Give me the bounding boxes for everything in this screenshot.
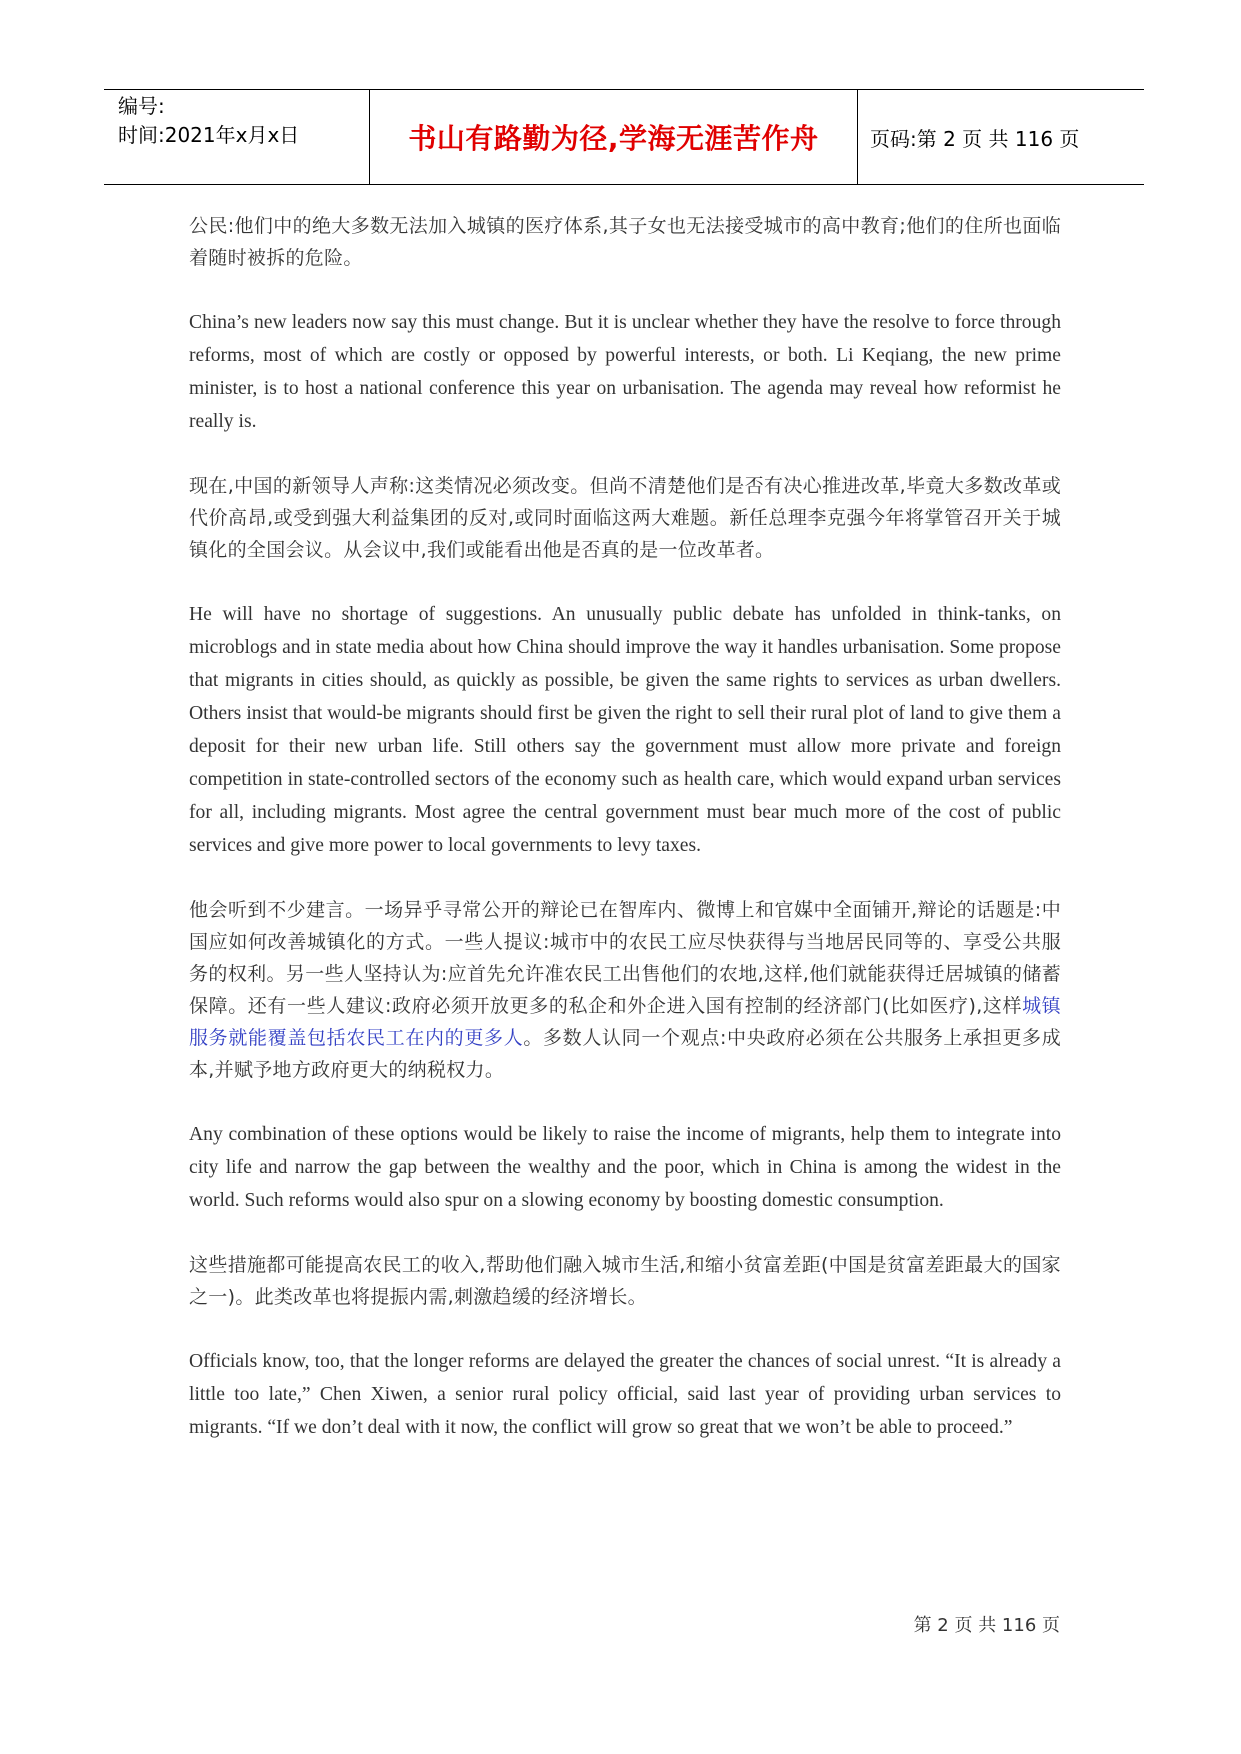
paragraph-en-3: Any combination of these options would be likely to raise the income of migrants, help them to integrate into city life and narrow the gap between the wealthy and the poor, which in China is among the widest in the world. Such reforms would also spur on a slowing economy by boosting domestic consumption. (189, 1124, 1061, 1211)
paragraph-zh-3-end: 。多数人认同一个观点:中央政府必须在公共服务上承担更多成本,并赋予地方政府更大的纳税权力。 (189, 1027, 1061, 1081)
hyperlink-text[interactable]: 城镇服务就能覆盖包括农民工在内的更多人 (189, 995, 1061, 1049)
header-page-cell (858, 90, 1144, 184)
time-label: 时间:2021年x月x日 (118, 123, 300, 147)
header-info-cell (104, 90, 370, 184)
footer-page-number: 第 2 页 共 116 页 (913, 1615, 1060, 1636)
doc-number-label: 编号: (118, 94, 165, 118)
paragraph-zh-2: 现在,中国的新领导人声称:这类情况必须改变。但尚不清楚他们是否有决心推进改革,毕竟大多数改革或代价高昂,或受到强大利益集团的反对,或同时面临这两大难题。新任总理李克强今年将掌管召开关于城镇化的全国会议。从会议中,我们或能看出他是否真的是一位改革者。 (189, 475, 1061, 561)
paragraph-en-2: He will have no shortage of suggestions. An unusually public debate has unfolded in think-tanks, on microblogs and in state media about how China should improve the way it handles urbanisation. Some propose that migrants in cities should, as quickly as possible, be given the same rights to services as urban dwellers. Others insist that would-be migrants should first be given the right to sell their rural plot of land to give them a deposit for their new urban life. Still others say the government must allow more private and foreign competition in state-controlled sectors of the economy such as health care, which would expand urban services for all, including migrants. Most agree the central government must bear much more of the cost of public services and give more power to local governments to levy taxes. (189, 604, 1061, 856)
header-motto-cell (370, 90, 858, 184)
page-code: 页码:第 2 页 共 116 页 (870, 126, 1080, 151)
paragraph-zh-3 (189, 894, 1061, 1086)
paragraph-en-4: Officials know, too, that the longer reforms are delayed the greater the chances of social unrest. “It is already a little too late,” Chen Xiwen, a senior rural policy official, said last year of providing urban services to migrants. “If we don’t deal with it now, the conflict will grow so great that we won’t be able to proceed.” (189, 1351, 1061, 1438)
paragraph-zh-3-start: 他会听到不少建言。一场异乎寻常公开的辩论已在智库内、微博上和官媒中全面铺开,辩论的话题是:中国应如何改善城镇化的方式。一些人提议:城市中的农民工应尽快获得与当地居民同等的、享受公共服务的权利。另一些人坚持认为:应首先允许准农民工出售他们的农地,这样,他们就能获得迁居城镇的储蓄保障。还有一些人建议:政府必须开放更多的私企和外企进入国有控制的经济部门(比如医疗),这样 (189, 899, 1061, 1017)
page-footer (860, 1611, 1060, 1637)
motto-text: 书山有路勤为径,学海无涯苦作舟 (408, 122, 819, 155)
document-body (189, 210, 1061, 1476)
page-header (104, 89, 1144, 185)
paragraph-zh-1: 公民:他们中的绝大多数无法加入城镇的医疗体系,其子女也无法接受城市的高中教育;他们的住所也面临着随时被拆的危险。 (189, 215, 1061, 269)
paragraph-en-1: China’s new leaders now say this must change. But it is unclear whether they have the resolve to force through reforms, most of which are costly or opposed by powerful interests, or both. Li Keqiang, the new prime minister, is to host a national conference this year on urbanisation. The agenda may reveal how reformist he really is. (189, 312, 1061, 432)
paragraph-zh-4: 这些措施都可能提高农民工的收入,帮助他们融入城市生活,和缩小贫富差距(中国是贫富差距最大的国家之一)。此类改革也将提振内需,刺激趋缓的经济增长。 (189, 1254, 1061, 1308)
